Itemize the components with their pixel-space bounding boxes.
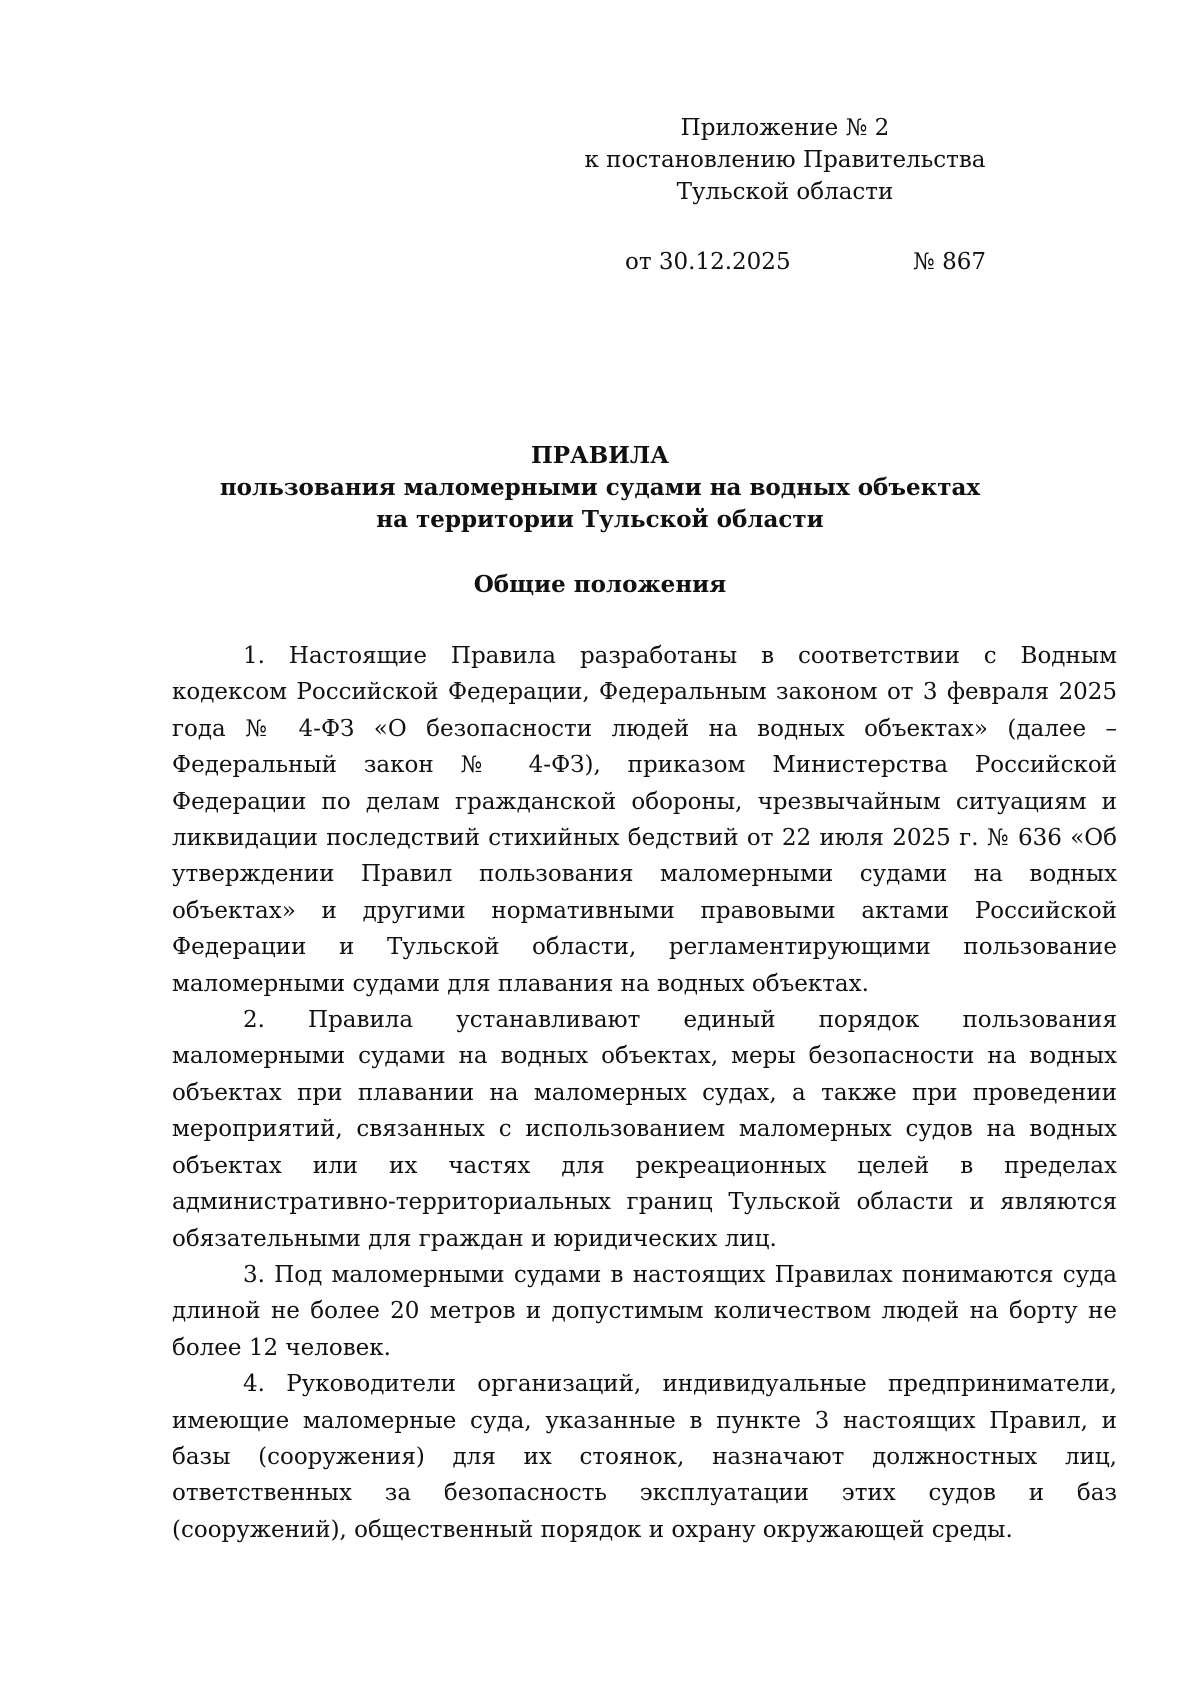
document-body (172, 638, 1117, 1548)
title-subtitle-line1: пользования маломерными судами на водных объектах (219, 474, 981, 501)
paragraph-1: 1. Настоящие Правила разработаны в соответствии с Водным кодексом Российской Федерации, Федеральным законом от 3 февраля 2025 года № 4-ФЗ «О безопасности людей на водных объектах» (далее – Федеральный закон № 4-ФЗ), приказом Министерства Российской Федерации по делам гражданской обороны, чрезвычайным ситуациям и ликвидации последствий стихийных бедствий от 22 июля 2025 г. № 636 «Об утверждении Правил пользования маломерными судами на водных объектах» и другими нормативными правовыми актами Российской Федерации и Тульской области, регламентирующими пользование маломерными судами для плавания на водных объектах. (172, 643, 1117, 997)
document-title (150, 440, 1050, 536)
paragraph-3: 3. Под маломерными судами в настоящих Правилах понимаются суда длиной не более 20 метров и допустимым количеством людей на борту не более 12 человек. (172, 1261, 1117, 1361)
paragraph-4: 4. Руководители организаций, индивидуальные предприниматели, имеющие маломерные суда, указанные в пункте 3 настоящих Правил, и базы (сооружения) для их стоянок, назначают должностных лиц, ответственных за безопасность эксплуатации этих судов и баз (сооружений), общественный порядок и охрану окружающей среды. (172, 1371, 1117, 1543)
paragraph-2: 2. Правила устанавливают единый порядок пользования маломерными судами на водных объектах, меры безопасности на водных объектах при плавании на маломерных судах, а также при проведении мероприятий, связанных с использованием маломерных судов на водных объектах или их частях для рекреационных целей в пределах административно-территориальных границ Тульской области и являются обязательными для граждан и юридических лиц. (172, 1007, 1117, 1252)
appendix-number: Приложение № 2 (680, 115, 890, 141)
appendix-decree-ref: к постановлению Правительства (584, 147, 986, 173)
decree-number: № 867 (913, 249, 986, 275)
title-main: ПРАВИЛА (531, 442, 669, 469)
appendix-region: Тульской области (676, 179, 894, 205)
title-subtitle-line2: на территории Тульской области (376, 506, 824, 533)
appendix-block (560, 112, 1010, 208)
section-heading: Общие положения (473, 571, 727, 598)
decree-date: от 30.12.2025 (625, 249, 791, 275)
